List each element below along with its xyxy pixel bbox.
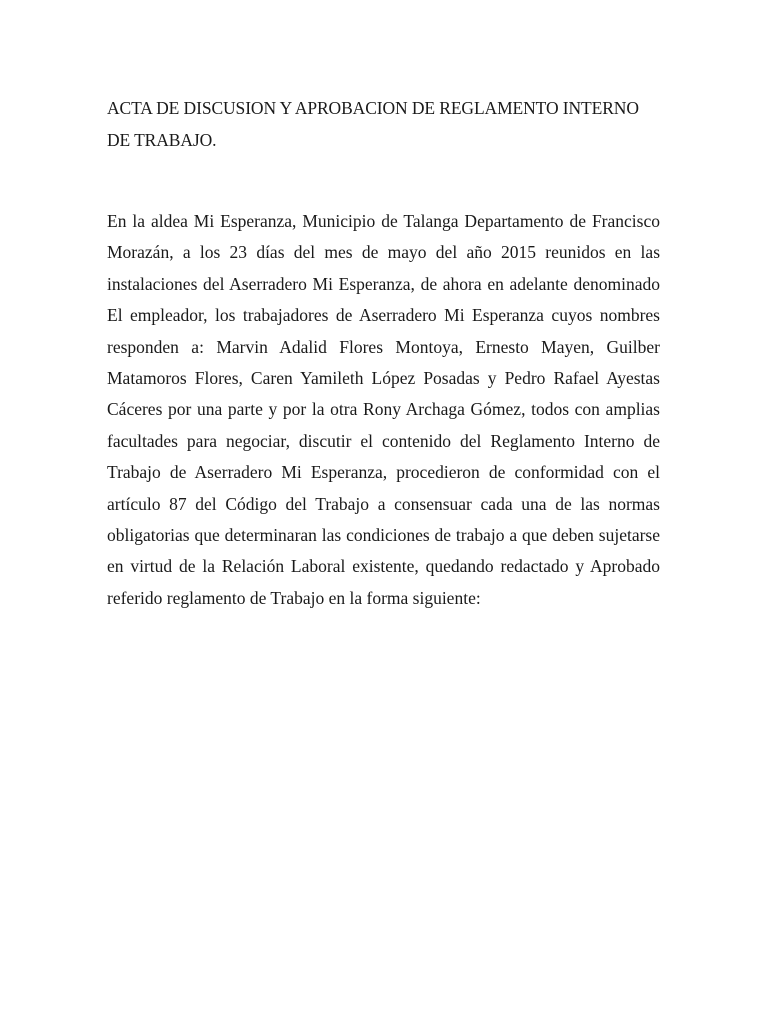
body-line: Cáceres por una parte y por la otra Rony Archaga Gómez, todos con amplias <box>107 399 660 420</box>
title-line: DE TRABAJO. <box>107 130 217 150</box>
body-paragraph <box>107 206 660 614</box>
body-line: obligatorias que determinaran las condiciones de trabajo a que deben sujetarse <box>107 525 660 546</box>
body-line: en virtud de la Relación Laboral existente, quedando redactado y Aprobado <box>107 556 660 577</box>
body-line: El empleador, los trabajadores de Aserradero Mi Esperanza cuyos nombres <box>107 305 660 326</box>
body-line: Trabajo de Aserradero Mi Esperanza, procedieron de conformidad con el <box>107 462 660 483</box>
body-line: En la aldea Mi Esperanza, Municipio de Talanga Departamento de Francisco <box>107 211 660 231</box>
title-line: ACTA DE DISCUSION Y APROBACION DE REGLAMENTO INTERNO <box>107 98 639 118</box>
body-line: facultades para negociar, discutir el contenido del Reglamento Interno de <box>107 430 660 451</box>
body-line: artículo 87 del Código del Trabajo a consensuar cada una de las normas <box>107 493 660 514</box>
body-line: Matamoros Flores, Caren Yamileth López Posadas y Pedro Rafael Ayestas <box>107 368 660 389</box>
body-line: instalaciones del Aserradero Mi Esperanza, de ahora en adelante denominado <box>107 273 660 294</box>
body-line: referido reglamento de Trabajo en la forma siguiente: <box>107 587 481 608</box>
document-title <box>107 92 667 156</box>
body-line: responden a: Marvin Adalid Flores Montoya, Ernesto Mayen, Guilber <box>107 336 660 357</box>
body-line: Morazán, a los 23 días del mes de mayo del año 2015 reunidos en las <box>107 242 660 263</box>
